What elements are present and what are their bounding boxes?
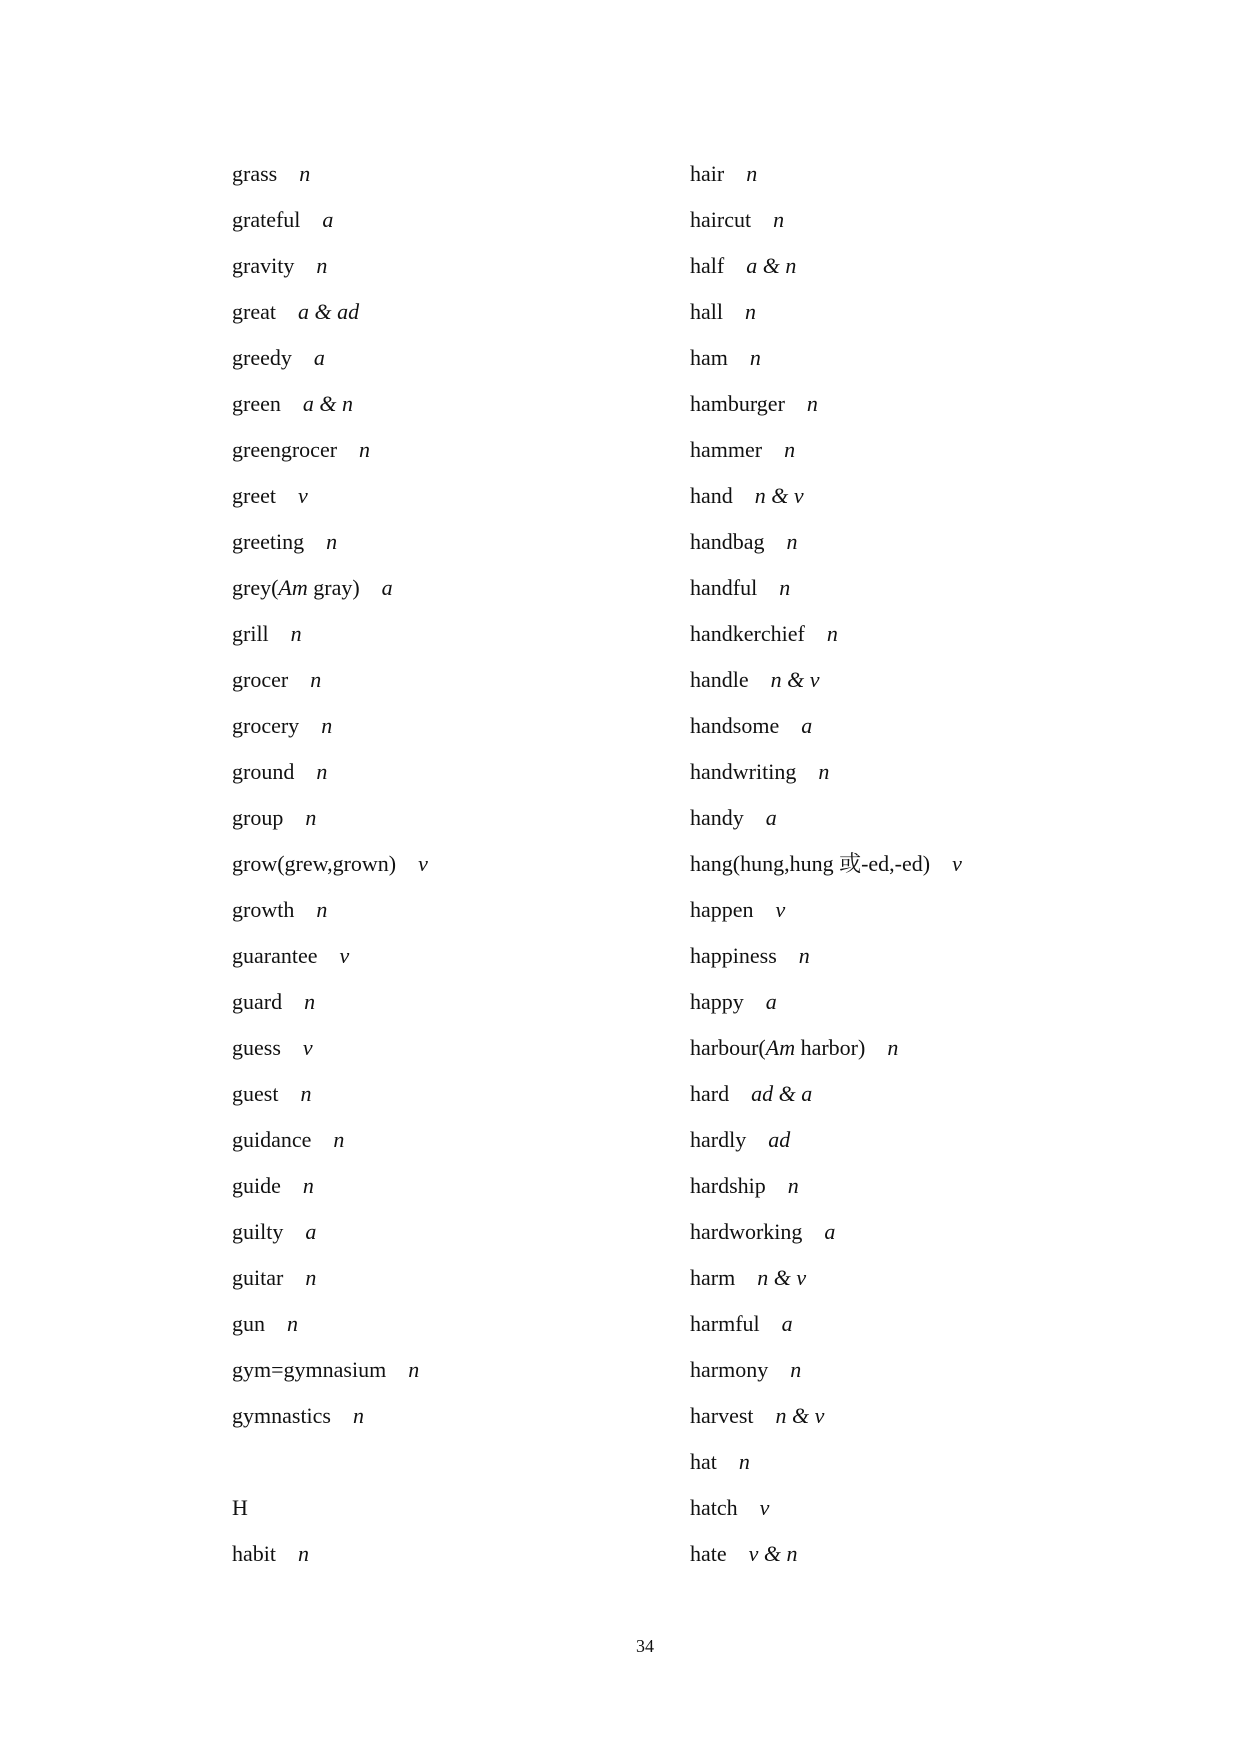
word-entry [690, 945, 1110, 991]
part-of-speech: a & n [746, 253, 797, 278]
word-entry [232, 209, 652, 255]
part-of-speech: ad & a [751, 1081, 813, 1106]
headword: happiness [690, 943, 777, 968]
headword: handsome [690, 713, 780, 738]
part-of-speech: n [290, 621, 302, 646]
part-of-speech: n [798, 943, 810, 968]
headword: grocery [232, 713, 300, 738]
headword: handful [690, 575, 758, 600]
part-of-speech: ad [768, 1127, 791, 1152]
headword: gym=gymnasium [232, 1357, 387, 1382]
headword: hardly [690, 1127, 747, 1152]
part-of-speech: a [765, 805, 777, 830]
word-entry [232, 255, 652, 301]
headword-part: grey( [232, 575, 279, 600]
headword: hall [690, 299, 723, 324]
headword: harm [690, 1265, 736, 1290]
headword: hat [690, 1449, 717, 1474]
word-entry [690, 761, 1110, 807]
headword: handkerchief [690, 621, 805, 646]
word-entry [690, 1405, 1110, 1451]
headword: guess [232, 1035, 281, 1060]
headword: guide [232, 1173, 281, 1198]
headword: hardworking [690, 1219, 803, 1244]
part-of-speech: n & v [754, 483, 804, 508]
part-of-speech: n [287, 1311, 298, 1336]
part-of-speech: n [316, 759, 328, 784]
headword: hatch [690, 1495, 738, 1520]
headword: harmful [690, 1311, 760, 1336]
word-entry [690, 1037, 1110, 1083]
headword: growth [232, 897, 295, 922]
headword: gravity [232, 253, 295, 278]
word-entry [232, 1313, 652, 1359]
part-of-speech: n [333, 1127, 345, 1152]
word-entry [232, 807, 652, 853]
word-entry [232, 899, 652, 945]
headword: happy [690, 989, 744, 1014]
part-of-speech: v [302, 1035, 313, 1060]
headword: greedy [232, 345, 292, 370]
part-of-speech: a [381, 575, 393, 600]
headword: hardship [690, 1173, 766, 1198]
part-of-speech: a & n [302, 391, 353, 416]
word-entry [232, 301, 652, 347]
word-entry [232, 853, 652, 899]
word-entry [690, 393, 1110, 439]
part-of-speech: n [300, 1081, 312, 1106]
part-of-speech: n [806, 391, 818, 416]
part-of-speech: v [297, 483, 308, 508]
word-entry [232, 991, 652, 1037]
word-entry [690, 1359, 1110, 1405]
part-of-speech: n [299, 161, 311, 186]
headword: guest [232, 1081, 279, 1106]
headword: hamburger [690, 391, 785, 416]
headword: happen [690, 897, 754, 922]
headword: harmony [690, 1357, 769, 1382]
word-entry [232, 393, 652, 439]
headword: group [232, 805, 284, 830]
part-of-speech: n & v [770, 667, 820, 692]
word-entry [690, 853, 1110, 899]
word-entry [690, 1083, 1110, 1129]
headword: handle [690, 667, 749, 692]
headword: guitar [232, 1265, 284, 1290]
word-entry [690, 1313, 1110, 1359]
word-entry [232, 1221, 652, 1267]
headword: grocer [232, 667, 289, 692]
part-of-speech: n [321, 713, 333, 738]
part-of-speech: n [359, 437, 371, 462]
part-of-speech: n [353, 1403, 364, 1428]
part-of-speech: v [775, 897, 786, 922]
headword: hair [690, 161, 725, 186]
headword: hammer [690, 437, 763, 462]
headword [690, 1035, 865, 1060]
part-of-speech: a [781, 1311, 793, 1336]
headword: great [232, 299, 276, 324]
part-of-speech: n [887, 1035, 899, 1060]
word-entry [232, 761, 652, 807]
part-of-speech: n [749, 345, 761, 370]
word-entry [690, 1129, 1110, 1175]
left-word-column [232, 163, 652, 1589]
headword: handwriting [690, 759, 797, 784]
word-entry [690, 1451, 1110, 1497]
word-entry [232, 1543, 652, 1589]
word-entry [690, 347, 1110, 393]
headword: greet [232, 483, 276, 508]
word-entry [232, 669, 652, 715]
word-entry [690, 1497, 1110, 1543]
part-of-speech: n & v [775, 1403, 825, 1428]
headword: habit [232, 1541, 276, 1566]
word-entry [232, 439, 652, 485]
word-entry [690, 255, 1110, 301]
headword: gun [232, 1311, 265, 1336]
part-of-speech: n [302, 1173, 314, 1198]
part-of-speech: a [824, 1219, 836, 1244]
word-entry [690, 899, 1110, 945]
part-of-speech: a [765, 989, 777, 1014]
headword: greeting [232, 529, 305, 554]
headword-part: gray) [307, 575, 360, 600]
headword: grow(grew,grown) [232, 851, 397, 876]
part-of-speech: a [305, 1219, 317, 1244]
word-entry [232, 1037, 652, 1083]
part-of-speech: n [408, 1357, 420, 1382]
headword: ground [232, 759, 295, 784]
part-of-speech: n & v [757, 1265, 807, 1290]
headword: guarantee [232, 943, 318, 968]
word-entry [232, 347, 652, 393]
word-entry [232, 623, 652, 669]
part-of-speech: n [826, 621, 838, 646]
part-of-speech: a [322, 207, 334, 232]
headword: hang(hung,hung 或-ed,-ed) [690, 851, 931, 876]
word-entry [690, 1543, 1110, 1589]
word-entry [232, 531, 652, 577]
part-of-speech: n [790, 1357, 802, 1382]
part-of-speech: n [818, 759, 830, 784]
part-of-speech: v [339, 943, 350, 968]
word-entry [232, 715, 652, 761]
headword: guard [232, 989, 283, 1014]
word-entry [690, 163, 1110, 209]
headword: handy [690, 805, 744, 830]
headword: gymnastics [232, 1403, 331, 1428]
part-of-speech: a [801, 713, 813, 738]
variant-label: Am [278, 575, 308, 600]
headword: green [232, 391, 281, 416]
part-of-speech: n [310, 667, 322, 692]
part-of-speech: a & ad [297, 299, 360, 324]
part-of-speech: n [779, 575, 791, 600]
part-of-speech: n [326, 529, 338, 554]
part-of-speech: n [304, 989, 316, 1014]
word-entry [690, 485, 1110, 531]
part-of-speech: a [313, 345, 325, 370]
headword-part: harbour( [690, 1035, 766, 1060]
word-entry [690, 1175, 1110, 1221]
word-entry [232, 163, 652, 209]
word-entry [690, 209, 1110, 255]
part-of-speech: n [773, 207, 785, 232]
section-heading: H [232, 1495, 248, 1520]
part-of-speech: n [316, 897, 328, 922]
headword: guilty [232, 1219, 284, 1244]
headword-part: harbor) [795, 1035, 866, 1060]
part-of-speech: n [746, 161, 758, 186]
word-entry [232, 1267, 652, 1313]
part-of-speech: n [738, 1449, 750, 1474]
part-of-speech: v [759, 1495, 770, 1520]
word-entry [690, 623, 1110, 669]
headword: harvest [690, 1403, 754, 1428]
part-of-speech: n [305, 1265, 317, 1290]
part-of-speech: n [786, 529, 798, 554]
headword: hate [690, 1541, 727, 1566]
headword: half [690, 253, 725, 278]
headword: ham [690, 345, 728, 370]
part-of-speech: n [316, 253, 328, 278]
headword: haircut [690, 207, 752, 232]
word-entry [232, 1359, 652, 1405]
headword: guidance [232, 1127, 312, 1152]
page-number: 34 [636, 1636, 654, 1656]
part-of-speech: n [784, 437, 796, 462]
part-of-speech: n [745, 299, 756, 324]
headword: hand [690, 483, 733, 508]
part-of-speech: v & n [748, 1541, 798, 1566]
part-of-speech: v [952, 851, 962, 876]
headword: grateful [232, 207, 301, 232]
word-entry [690, 715, 1110, 761]
headword: grill [232, 621, 269, 646]
word-entry [690, 991, 1110, 1037]
word-entry [232, 1083, 652, 1129]
word-entry [690, 439, 1110, 485]
headword: grass [232, 161, 278, 186]
headword: hard [690, 1081, 730, 1106]
headword [232, 575, 360, 600]
word-entry [690, 1221, 1110, 1267]
headword: greengrocer [232, 437, 338, 462]
part-of-speech: n [787, 1173, 799, 1198]
right-word-column [690, 163, 1110, 1589]
word-entry [232, 1175, 652, 1221]
word-entry [690, 531, 1110, 577]
blank-line [232, 1451, 652, 1497]
part-of-speech: n [298, 1541, 309, 1566]
word-entry [232, 1405, 652, 1451]
word-entry [690, 807, 1110, 853]
headword: handbag [690, 529, 765, 554]
part-of-speech: v [418, 851, 428, 876]
word-entry [232, 1129, 652, 1175]
variant-label: Am [765, 1035, 796, 1060]
word-entry [690, 669, 1110, 715]
word-entry [690, 577, 1110, 623]
word-entry [690, 1267, 1110, 1313]
word-entry [232, 945, 652, 991]
word-entry [232, 485, 652, 531]
word-entry [232, 577, 652, 623]
part-of-speech: n [305, 805, 317, 830]
word-entry [690, 301, 1110, 347]
